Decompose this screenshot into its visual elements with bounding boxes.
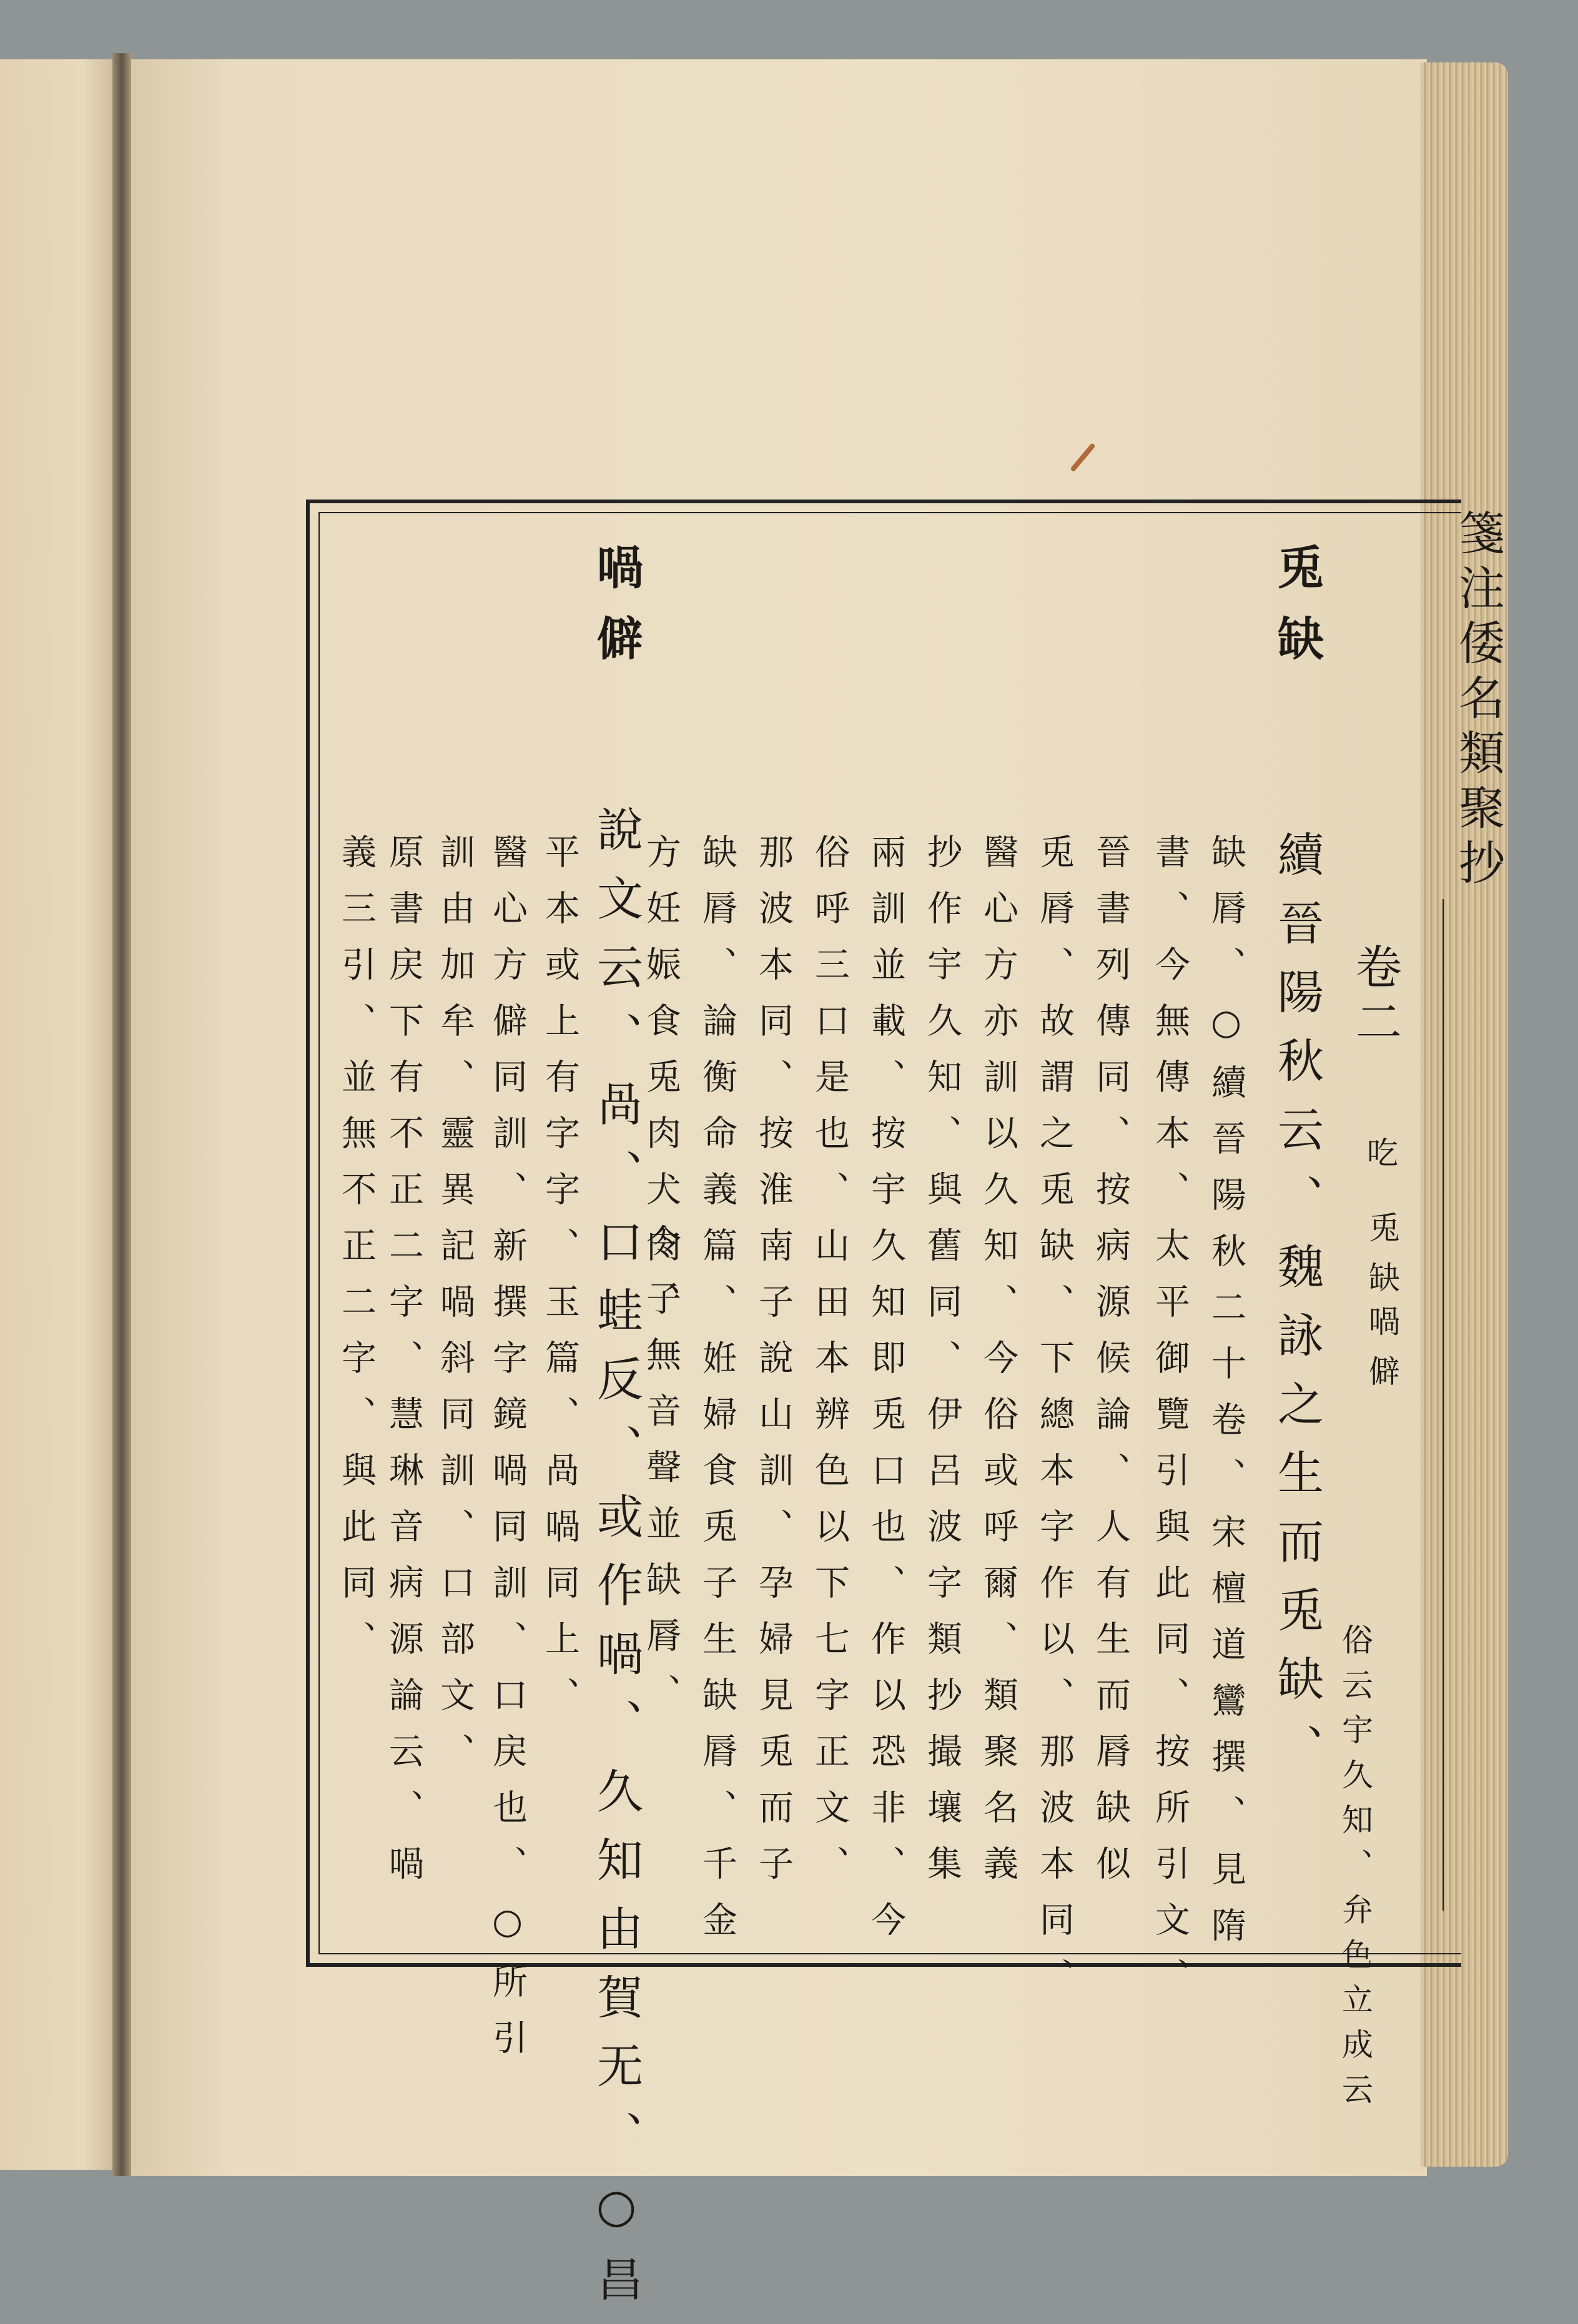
text-column-5: 兎脣、故謂之兎缺、下總本字作以、那波本同、 bbox=[1034, 834, 1075, 2014]
text-column-13: 說文云、咼、口蛙反、或作喎、久知由賀无、○昌 bbox=[589, 805, 643, 2324]
book-gutter bbox=[112, 53, 131, 2176]
book-title: 箋注倭名類聚抄 bbox=[1451, 509, 1505, 894]
text-column-3: 書、今無傳本、太平御覽引與此同、按所引文、 bbox=[1150, 834, 1190, 2014]
sidenote-1: 俗云宇久知、弁色立成云 bbox=[1337, 1623, 1373, 2118]
margin-rule bbox=[1442, 899, 1444, 1911]
text-column-16: 訓由加牟、靈異記喎斜同訓、口部文、 bbox=[435, 834, 475, 1789]
margin-item-1: 兎缺 bbox=[1364, 1211, 1400, 1311]
text-column-12: 方妊娠食兎肉犬肉、 bbox=[641, 834, 681, 1339]
text-column-1: 續晉陽秋云、魏詠之生而兎缺、 bbox=[1270, 830, 1324, 1792]
margin-item-2: 喎僻 bbox=[1364, 1305, 1400, 1405]
text-column-4: 晉書列傳同、按病源候論、人有生而脣缺似 bbox=[1090, 834, 1131, 1901]
text-column-7: 抄作宇久知、與舊同、伊呂波字類抄撮壤集 bbox=[922, 834, 962, 1901]
text-column-14: 平本或上有字字、玉篇、咼喎同上、 bbox=[540, 834, 580, 1733]
text-column-11: 缺脣、論衡命義篇、姙婦食兎子生缺脣、千金 bbox=[697, 834, 737, 1957]
headword-1: 兎缺 bbox=[1270, 543, 1324, 686]
text-column-15: 醫心方僻同訓、新撰字鏡喎同訓、口戻也、○所引 bbox=[487, 834, 528, 2075]
text-column-6: 醫心方亦訓以久知、今俗或呼爾、類聚名義 bbox=[978, 834, 1018, 1901]
text-column-18: 義三引、並無不正二字、與此同、 bbox=[336, 834, 377, 1677]
left-page bbox=[0, 59, 119, 2170]
text-column-12b: 令子無音聲並缺脣、 bbox=[641, 1224, 681, 1730]
text-column-10: 那波本同、按淮南子說山訓、孕婦見兎而子 bbox=[753, 834, 794, 1901]
volume-label: 卷二 bbox=[1348, 943, 1402, 1053]
text-column-2: 缺脣、○續晉陽秋二十卷、宋檀道鸞撰、見隋 bbox=[1206, 834, 1246, 1963]
text-column-9: 俗呼三口是也、山田本辨色以下七字正文、 bbox=[809, 834, 850, 1901]
headword-2: 喎僻 bbox=[589, 543, 643, 686]
text-column-17: 原書戻下有不正二字、慧琳音病源論云、喎 bbox=[383, 834, 424, 1901]
section-label: 吃 bbox=[1362, 1136, 1398, 1186]
text-column-8: 兩訓並載、按宇久知即兎口也、作以恐非、今 bbox=[865, 834, 906, 1957]
